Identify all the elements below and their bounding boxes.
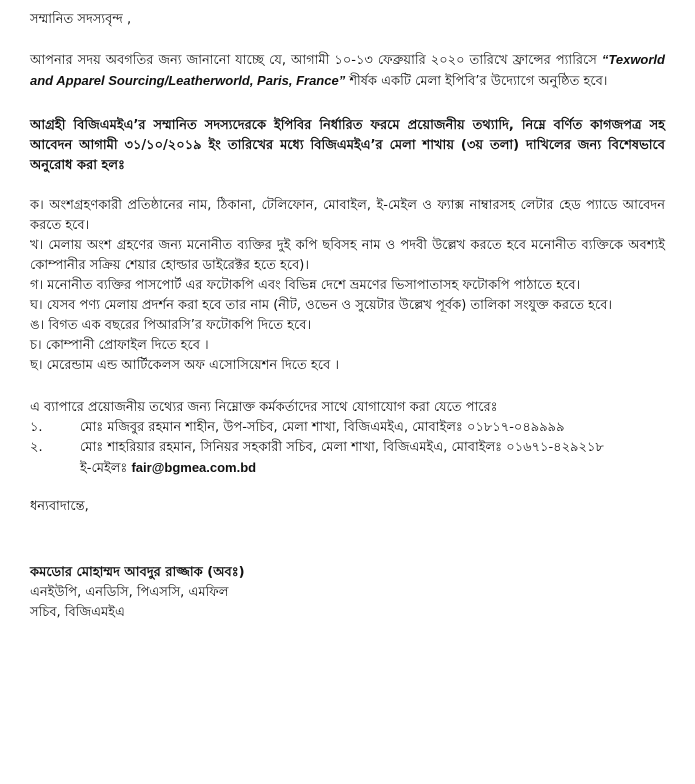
salutation: সম্মানিত সদস্যবৃন্দ , bbox=[30, 12, 132, 27]
contact-text: মোঃ মজিবুর রহমান শাহীন, উপ-সচিব, মেলা শাখা, বিজিএমইএ, মোবাইলঃ ০১৮১৭-০৪৯৯৯৯ bbox=[80, 420, 565, 435]
fair-name: “Texworld and Apparel Sourcing/Leatherworld, Paris, France” bbox=[30, 52, 665, 88]
requirement-item: খ। মেলায় অংশ গ্রহণের জন্য মনোনীত ব্যক্তির দুই কপি ছবিসহ নাম ও পদবী উল্লেখ করতে হবে মনোনীত ব্যক্তিকে অবশ্যই কোম্পানীর সক্রিয় শেয়ার হোল্ডার ডাইরেক্টর হতে হবে)। bbox=[30, 238, 665, 273]
requirement-item: গ। মনোনীত ব্যক্তির পাসপোর্ট এর ফটোকপি এবং বিভিন্ন দেশে ভ্রমণের ভিসাপাতাসহ ফটোকপি পাঠাতে হবে। bbox=[30, 278, 581, 293]
signatory-credentials: এনইউপি, এনডিসি, পিএসসি, এমফিল bbox=[30, 585, 229, 600]
contact-row bbox=[30, 438, 665, 458]
contact-list bbox=[30, 418, 665, 479]
requirement-item: ঙ। বিগত এক বছরের পিআরসি’র ফটোকপি দিতে হবে। bbox=[30, 318, 312, 333]
contact-number: ১. bbox=[30, 420, 43, 435]
closing: ধন্যবাদান্তে, bbox=[30, 499, 89, 514]
requirement-item: ক। অংশগ্রহণকারী প্রতিষ্ঠানের নাম, ঠিকানা, টেলিফোন, মোবাইল, ই-মেইল ও ফ্যাক্স নাম্বারসহ লেটার হেড প্যাডে আবেদন করতে হবে। bbox=[30, 198, 665, 233]
email-label: ই-মেইলঃ bbox=[80, 461, 132, 476]
intro-text-after: শীর্ষক একটি মেলা ইপিবি’র উদ্যোগে অনুষ্ঠিত হবে। bbox=[345, 74, 608, 89]
spacer bbox=[30, 376, 665, 398]
email-line bbox=[30, 458, 665, 479]
signature-block bbox=[30, 563, 665, 623]
requirements-list bbox=[30, 196, 665, 376]
requirement-item: ঘ। যেসব পণ্য মেলায় প্রদর্শন করা হবে তার নাম (নীট, ওভেন ও সুয়েটার উল্লেখ পূর্বক) তালিকা সংযুক্ত করতে হবে। bbox=[30, 298, 613, 313]
requirement-item: চ। কোম্পানী প্রোফাইল দিতে হবে । bbox=[30, 338, 209, 353]
contact-number: ২. bbox=[30, 440, 43, 455]
contact-intro: এ ব্যাপারে প্রয়োজনীয় তথ্যের জন্য নিম্নোক্ত কর্মকর্তাদের সাথে যোগাযোগ করা যেতে পারেঃ bbox=[30, 400, 498, 415]
intro-text-before: আপনার সদয় অবগতির জন্য জানানো যাচ্ছে যে, আগামী ১০-১৩ ফেব্রুয়ারি ২০২০ তারিখে ফ্রান্সের প্যারিসে bbox=[30, 53, 602, 68]
request-paragraph: আগ্রহী বিজিএমইএ’র সম্মানিত সদস্যদেরকে ইপিবির নির্ধারিত ফরমে প্রয়োজনীয় তথ্যাদি, নিম্নে বর্ণিত কাগজপত্র সহ আবেদন আগামী ৩১/১০/২০১৯ ইং তারিখের মধ্যে বিজিএমইএ’র মেলা শাখায় (৩য় তলা) দাখিলের জন্য বিশেষভাবে অনুরোধ করা হলঃ bbox=[30, 118, 665, 173]
intro-paragraph bbox=[30, 50, 665, 92]
signatory-name: কমডোর মোহাম্মদ আবদুর রাজ্জাক (অবঃ) bbox=[30, 565, 245, 580]
requirement-item: ছ। মেরেন্ডাম এন্ড আর্টিকেলস অফ এসোসিয়েশন দিতে হবে । bbox=[30, 358, 339, 373]
contact-row bbox=[30, 418, 665, 438]
email-link[interactable]: fair@bgmea.com.bd bbox=[131, 460, 257, 475]
signatory-title: সচিব, বিজিএমইএ bbox=[30, 605, 125, 620]
contact-text: মোঃ শাহরিয়ার রহমান, সিনিয়র সহকারী সচিব, মেলা শাখা, বিজিএমইএ, মোবাইলঃ ০১৬৭১-৪২৯২১৮ bbox=[80, 440, 604, 455]
